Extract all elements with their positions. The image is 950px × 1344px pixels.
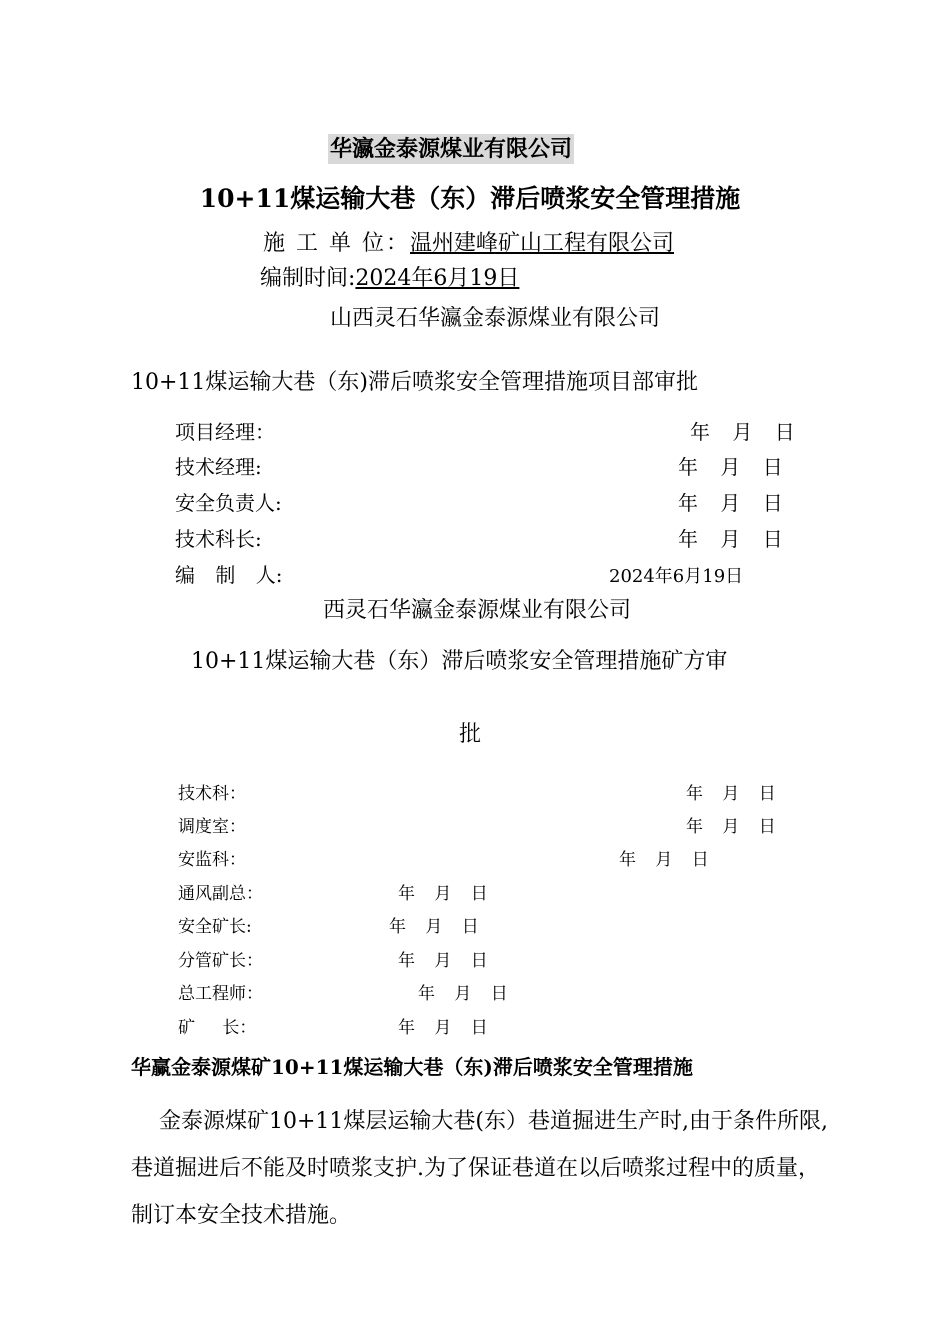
approval-date-compiler: 2024年6月19日 — [609, 566, 744, 587]
mine-approval-title-continued: 批 — [458, 722, 481, 747]
mine-label-safety-supervision: 安监科： — [178, 850, 246, 870]
mine-date-safety-supervision: 年 月 日 — [619, 850, 709, 870]
mine-label-ventilation-deputy: 通风副总： — [178, 884, 263, 904]
approval-label-safety-lead: 安全负责人: — [175, 491, 282, 515]
mine-date-safety-director: 年 月 日 — [389, 917, 479, 937]
approval-date-safety-lead: 年 月 日 — [678, 491, 783, 515]
approval-label-tech-chief: 技术科长: — [175, 527, 262, 551]
approval-label-project-manager: 项目经理： — [175, 420, 275, 444]
mine-label-tech-dept: 技术科： — [178, 784, 246, 804]
section-body-paragraph: 金泰源煤矿10+11煤层运输大巷(东）巷道掘进生产时,由于条件所限,巷道掘进后不能及时喷浆支护.为了保证巷道在以后喷浆过程中的质量，制订本安全技术措施。 — [131, 1109, 828, 1228]
approval-date-tech-manager: 年 月 日 — [678, 455, 783, 479]
company-name-heading: 华瀛金泰源煤业有限公司 — [330, 136, 573, 162]
mine-label-mine-director: 矿 长： — [178, 1018, 257, 1038]
mine-date-ventilation-deputy: 年 月 日 — [398, 884, 488, 904]
mine-label-division-director: 分管矿长： — [178, 951, 263, 971]
approval-date-tech-chief: 年 月 日 — [678, 527, 783, 551]
project-approval-title: 10+11煤运输大巷（东)滞后喷浆安全管理措施项目部审批 — [131, 370, 699, 395]
mine-date-dispatch: 年 月 日 — [686, 817, 776, 837]
construction-unit-row — [263, 229, 674, 259]
mine-company-name: 西灵石华瀛金泰源煤业有限公司 — [323, 598, 632, 623]
mine-label-safety-director: 安全矿长: — [178, 917, 252, 937]
construction-unit-value: 温州建峰矿山工程有限公司 — [409, 231, 674, 256]
mine-label-dispatch: 调度室： — [178, 817, 246, 837]
compile-date-label: 编制时间: — [260, 266, 356, 291]
document-title: 10+11煤运输大巷（东）滞后喷浆安全管理措施 — [199, 184, 741, 213]
mine-approval-title: 10+11煤运输大巷（东）滞后喷浆安全管理措施矿方审 — [191, 649, 728, 674]
mine-date-tech-dept: 年 月 日 — [686, 784, 776, 804]
company-full-name: 山西灵石华瀛金泰源煤业有限公司 — [329, 306, 660, 331]
compile-date-value: 2024年6月19日 — [355, 266, 520, 291]
mine-date-chief-engineer: 年 月 日 — [418, 984, 508, 1004]
mine-label-chief-engineer: 总工程师： — [178, 984, 263, 1004]
compile-date-row — [260, 264, 519, 294]
mine-date-division-director: 年 月 日 — [398, 951, 488, 971]
mine-date-mine-director: 年 月 日 — [398, 1018, 488, 1038]
approval-label-compiler: 编 制 人: — [175, 563, 283, 587]
construction-unit-label: 施 工 单 位： — [263, 231, 410, 256]
approval-label-tech-manager: 技术经理: — [175, 455, 262, 479]
approval-date-project-manager: 年 月 日 — [690, 420, 795, 444]
section-heading: 华赢金泰源煤矿10+11煤运输大巷（东)滞后喷浆安全管理措施 — [131, 1055, 693, 1079]
